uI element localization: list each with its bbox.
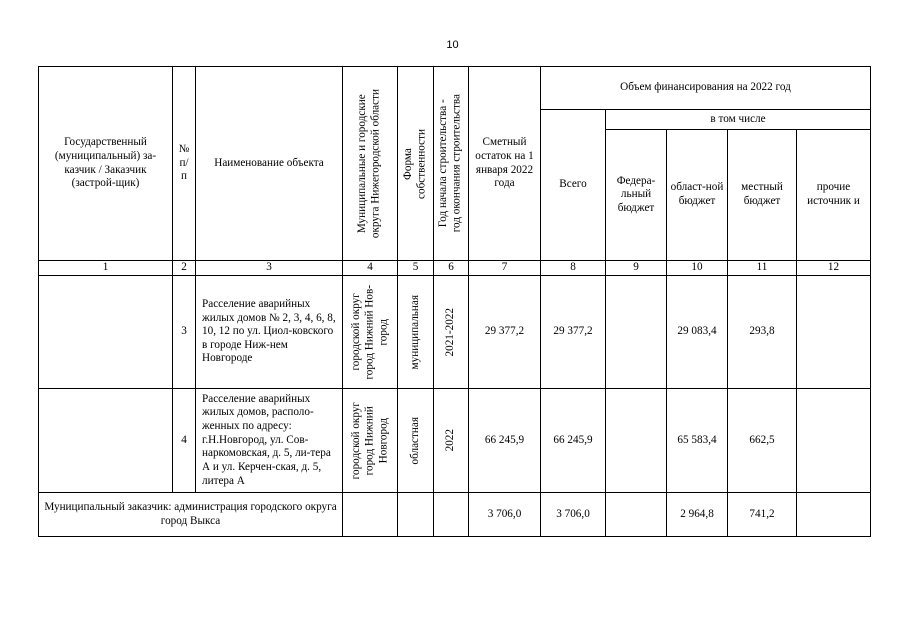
column-number: 11 bbox=[728, 261, 797, 276]
summary-local: 741,2 bbox=[728, 493, 797, 537]
header-regional: област-ной бюджет bbox=[667, 130, 728, 261]
header-municipality bbox=[343, 67, 398, 261]
cell-other bbox=[797, 276, 871, 389]
column-number: 8 bbox=[541, 261, 606, 276]
cell-municipality-line: городской округ bbox=[349, 293, 362, 371]
header-ownership bbox=[398, 67, 434, 261]
summary-row bbox=[39, 493, 871, 537]
cell-customer bbox=[39, 389, 173, 493]
cell-federal bbox=[606, 389, 667, 493]
page-number: 10 bbox=[446, 39, 459, 51]
column-number: 1 bbox=[39, 261, 173, 276]
header-other: прочие источник и bbox=[797, 130, 871, 261]
cell-object-name: Расселение аварийных жилых домов, располо-женных по адресу: г.Н.Новгород, ул. Сов-наркомовская, д. 5, ли-тера А и ул. Керчен-ская, д. 5, литера А bbox=[196, 389, 343, 493]
cell-years bbox=[434, 276, 469, 389]
summary-empty bbox=[434, 493, 469, 537]
cell-years-text: 2022 bbox=[444, 429, 457, 452]
summary-empty bbox=[343, 493, 398, 537]
cell-object-name: Расселение аварийных жилых домов № 2, 3, 4, 6, 8, 10, 12 по ул. Циол-ковского в городе Ниж-нем Новгороде bbox=[196, 276, 343, 389]
header-including: в том числе bbox=[606, 110, 871, 130]
header-customer: Государственный (муниципальный) за-казчик / Заказчик (застрой-щик) bbox=[39, 67, 173, 261]
cell-ownership bbox=[398, 276, 434, 389]
header-years bbox=[434, 67, 469, 261]
column-number: 12 bbox=[797, 261, 871, 276]
financing-table bbox=[38, 66, 871, 537]
header-number: № п/ п bbox=[173, 67, 196, 261]
cell-local: 662,5 bbox=[728, 389, 797, 493]
header-years-line: год окончания строительства bbox=[451, 94, 463, 233]
cell-ownership-text: областная bbox=[408, 416, 421, 465]
cell-years bbox=[434, 389, 469, 493]
column-number: 7 bbox=[469, 261, 541, 276]
cell-federal bbox=[606, 276, 667, 389]
cell-local: 293,8 bbox=[728, 276, 797, 389]
header-financing: Объем финансирования на 2022 год bbox=[541, 67, 871, 110]
column-number: 3 bbox=[196, 261, 343, 276]
summary-empty bbox=[398, 493, 434, 537]
summary-total: 3 706,0 bbox=[541, 493, 606, 537]
column-number: 2 bbox=[173, 261, 196, 276]
cell-number: 4 bbox=[173, 389, 196, 493]
cell-customer bbox=[39, 276, 173, 389]
column-number: 4 bbox=[343, 261, 398, 276]
column-number: 5 bbox=[398, 261, 434, 276]
cell-remaining: 66 245,9 bbox=[469, 389, 541, 493]
cell-municipality-line: город Нижний bbox=[363, 405, 376, 475]
column-number: 6 bbox=[434, 261, 469, 276]
column-number: 10 bbox=[667, 261, 728, 276]
header-ownership-line: собственности bbox=[415, 128, 428, 199]
summary-remaining: 3 706,0 bbox=[469, 493, 541, 537]
cell-municipality bbox=[343, 276, 398, 389]
header-ownership-line: Форма bbox=[401, 147, 414, 180]
cell-municipality bbox=[343, 389, 398, 493]
cell-number: 3 bbox=[173, 276, 196, 389]
cell-municipality-line: Новгород bbox=[376, 417, 389, 464]
header-object-name: Наименование объекта bbox=[196, 67, 343, 261]
header-federal: Федера-льный бюджет bbox=[606, 130, 667, 261]
cell-total: 29 377,2 bbox=[541, 276, 606, 389]
cell-municipality-line: городской округ bbox=[349, 401, 362, 480]
cell-municipality-line: город Нижний Нов- bbox=[363, 284, 376, 380]
header-municipality-line: Муниципальные и городские bbox=[356, 94, 369, 233]
summary-federal bbox=[606, 493, 667, 537]
header-local: местный бюджет bbox=[728, 130, 797, 261]
cell-municipality-line: город bbox=[376, 318, 389, 346]
cell-regional: 65 583,4 bbox=[667, 389, 728, 493]
header-remaining: Сметный остаток на 1 января 2022 года bbox=[469, 67, 541, 261]
cell-other bbox=[797, 389, 871, 493]
cell-remaining: 29 377,2 bbox=[469, 276, 541, 389]
column-numbers-row bbox=[39, 261, 871, 276]
header-total: Всего bbox=[541, 110, 606, 261]
cell-years-text: 2021-2022 bbox=[444, 307, 457, 357]
table-row bbox=[39, 389, 871, 493]
summary-other bbox=[797, 493, 871, 537]
cell-regional: 29 083,4 bbox=[667, 276, 728, 389]
header-municipality-line: округа Нижегородской области bbox=[370, 88, 382, 239]
summary-label: Муниципальный заказчик: администрация городского округа город Выкса bbox=[39, 493, 343, 537]
cell-ownership-text: муниципальная bbox=[408, 294, 421, 370]
column-number: 9 bbox=[606, 261, 667, 276]
summary-regional: 2 964,8 bbox=[667, 493, 728, 537]
cell-total: 66 245,9 bbox=[541, 389, 606, 493]
table-row bbox=[39, 276, 871, 389]
header-years-line: Год начала строительства - bbox=[437, 99, 450, 228]
cell-ownership bbox=[398, 389, 434, 493]
